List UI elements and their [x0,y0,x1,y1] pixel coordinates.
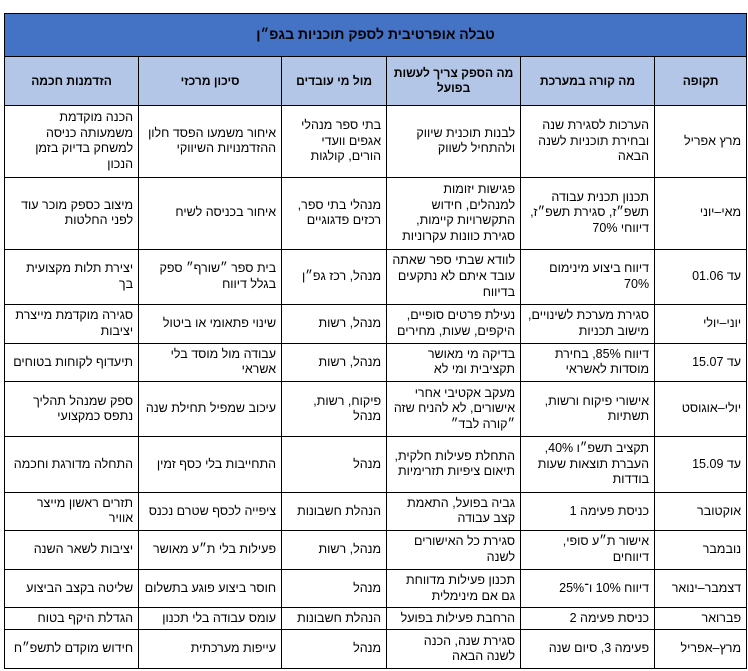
cell-opportunity: מיצוב כספק מוכר עוד לפני החלטות [5,177,139,249]
cell-contact: מנהל [282,630,387,669]
cell-system: כניסת פעימה 1 [521,492,655,531]
cell-risk: שינוי פתאומי או ביטול [139,304,282,343]
cell-contact: מנהל, רשות [282,531,387,570]
cell-risk: עייפות מערכתית [139,630,282,669]
cell-opportunity: ספק שמנהל תהליך נתפס כמקצועי [5,382,139,437]
cell-action: הרחבת פעילות בפועל [387,608,521,630]
cell-contact: מנהלי בתי ספר, רכזים פדגוגיים [282,177,387,249]
cell-contact: מנהל [282,569,387,608]
table-row [5,106,747,178]
cell-opportunity: הכנה מוקדמת משמעותה כניסה למשחק בדיוק בזמן הנכון [5,106,139,178]
table-row [5,249,747,304]
operational-table [4,13,747,669]
cell-opportunity: הגדלת היקף בטוח [5,608,139,630]
cell-period: עד 15.07 [655,343,747,382]
cell-action: מעקב אקטיבי אחרי אישורים, לא להניח שזה ״קורה לבד״ [387,382,521,437]
cell-contact: הנהלת חשבונות [282,608,387,630]
cell-risk: איחור בכניסה לשיח [139,177,282,249]
header-opportunity: הזדמנות חכמה [5,57,139,106]
table-row [5,343,747,382]
cell-action: פגישות יזומות למנהלים, חידוש התקשרויות קיימות, סגירת כוונות עקרוניות [387,177,521,249]
cell-period: עד 01.06 [655,249,747,304]
cell-system: תכנון תכנית עבודה תשפ״ז, סגירת תשפ״ז, דיווחי 70% [521,177,655,249]
header-period: תקופה [655,57,747,106]
cell-system: דיווח 85%, בחירת מוסדות לאשראי [521,343,655,382]
cell-risk: חוסר ביצוע פוגע בתשלום [139,569,282,608]
header-system: מה קורה במערכת [521,57,655,106]
cell-risk: בית ספר ״שורף״ ספק בגלל דיווח [139,249,282,304]
cell-period: נובמבר [655,531,747,570]
table-row [5,437,747,492]
cell-opportunity: התחלה מדורגת וחכמה [5,437,139,492]
header-action: מה הספק צריך לעשות בפועל [387,57,521,106]
cell-risk: איחור משמעו הפסד חלון ההזדמנויות השיווקי [139,106,282,178]
cell-period: עד 15.09 [655,437,747,492]
cell-risk: ציפייה לכסף שטרם נכנס [139,492,282,531]
cell-contact: מנהל [282,437,387,492]
cell-contact: הנהלת חשבונות [282,492,387,531]
table-row [5,382,747,437]
table-row [5,630,747,669]
table-row [5,492,747,531]
cell-risk: עומס עבודה בלי תכנון [139,608,282,630]
cell-risk: פעילות בלי ת״ע מאושר [139,531,282,570]
cell-period: מרץ אפריל [655,106,747,178]
cell-opportunity: יצירת תלות מקצועית בך [5,249,139,304]
table-row [5,304,747,343]
cell-period: פברואר [655,608,747,630]
cell-system: אישור ת״ע סופי, דיווחים [521,531,655,570]
cell-risk: עבודה מול מוסד בלי אשראי [139,343,282,382]
cell-period: מרץ–אפריל [655,630,747,669]
table-row [5,177,747,249]
cell-action: לבנות תוכנית שיווק ולהתחיל לשווק [387,106,521,178]
table-row [5,569,747,608]
cell-opportunity: שליטה בקצב הביצוע [5,569,139,608]
header-contact: מול מי עובדים [282,57,387,106]
table-title: טבלה אופרטיבית לספק תוכניות בגפ״ן [5,14,747,57]
cell-period: אוקטובר [655,492,747,531]
cell-contact: מנהל, רכז גפ״ן [282,249,387,304]
cell-system: כניסת פעימה 2 [521,608,655,630]
cell-opportunity: חידוש מוקדם לתשפ״ח [5,630,139,669]
table-row [5,608,747,630]
cell-system: אישורי פיקוח ורשות, תשתיות [521,382,655,437]
header-row [5,57,747,106]
table-body [5,106,747,669]
cell-system: הערכות לסגירת שנה ובחירת תוכניות לשנה הבאה [521,106,655,178]
cell-action: התחלת פעילות חלקית, תיאום ציפיות תזרימיות [387,437,521,492]
cell-contact: פיקוח, רשות, מנהל [282,382,387,437]
cell-action: סגירת שנה, הכנה לשנה הבאה [387,630,521,669]
cell-action: נעילת פרטים סופיים, היקפים, שעות, מחירים [387,304,521,343]
cell-contact: בתי ספר מנהלי אגפים וועדי הורים, קולגות [282,106,387,178]
cell-risk: התחייבות בלי כסף זמין [139,437,282,492]
table-row [5,531,747,570]
cell-opportunity: תזרים ראשון מייצר אוויר [5,492,139,531]
cell-action: לוודא שבתי ספר שאתה עובד איתם לא נתקעים בדיווח [387,249,521,304]
cell-action: גביה בפועל, התאמת קצב עבודה [387,492,521,531]
cell-action: תכנון פעילות מדווחת גם אם מינימלית [387,569,521,608]
cell-period: יוני–יולי [655,304,747,343]
cell-risk: עיכוב שמפיל תחילת שנה [139,382,282,437]
cell-contact: מנהל, רשות [282,304,387,343]
cell-opportunity: יציבות לשאר השנה [5,531,139,570]
header-risk: סיכון מרכזי [139,57,282,106]
cell-system: סגירת מערכת לשינויים, מישוב תכניות [521,304,655,343]
cell-opportunity: סגירה מוקדמת מייצרת יציבות [5,304,139,343]
cell-period: דצמבר–ינואר [655,569,747,608]
cell-period: מאי–יוני [655,177,747,249]
cell-opportunity: תיעדוף לקוחות בטוחים [5,343,139,382]
cell-system: דיווח 10% ו־25% [521,569,655,608]
cell-system: פעימה 3, סיום שנה [521,630,655,669]
cell-contact: מנהל, רשות [282,343,387,382]
cell-system: תקציב תשפ״ו 40%, העברת תוצאות שעות בודדות [521,437,655,492]
cell-action: בדיקה מי מאושר תקציבית ומי לא [387,343,521,382]
cell-action: סגירת כל האישורים לשנה [387,531,521,570]
cell-period: יולי–אוגוסט [655,382,747,437]
cell-system: דיווח ביצוע מינימום 70% [521,249,655,304]
